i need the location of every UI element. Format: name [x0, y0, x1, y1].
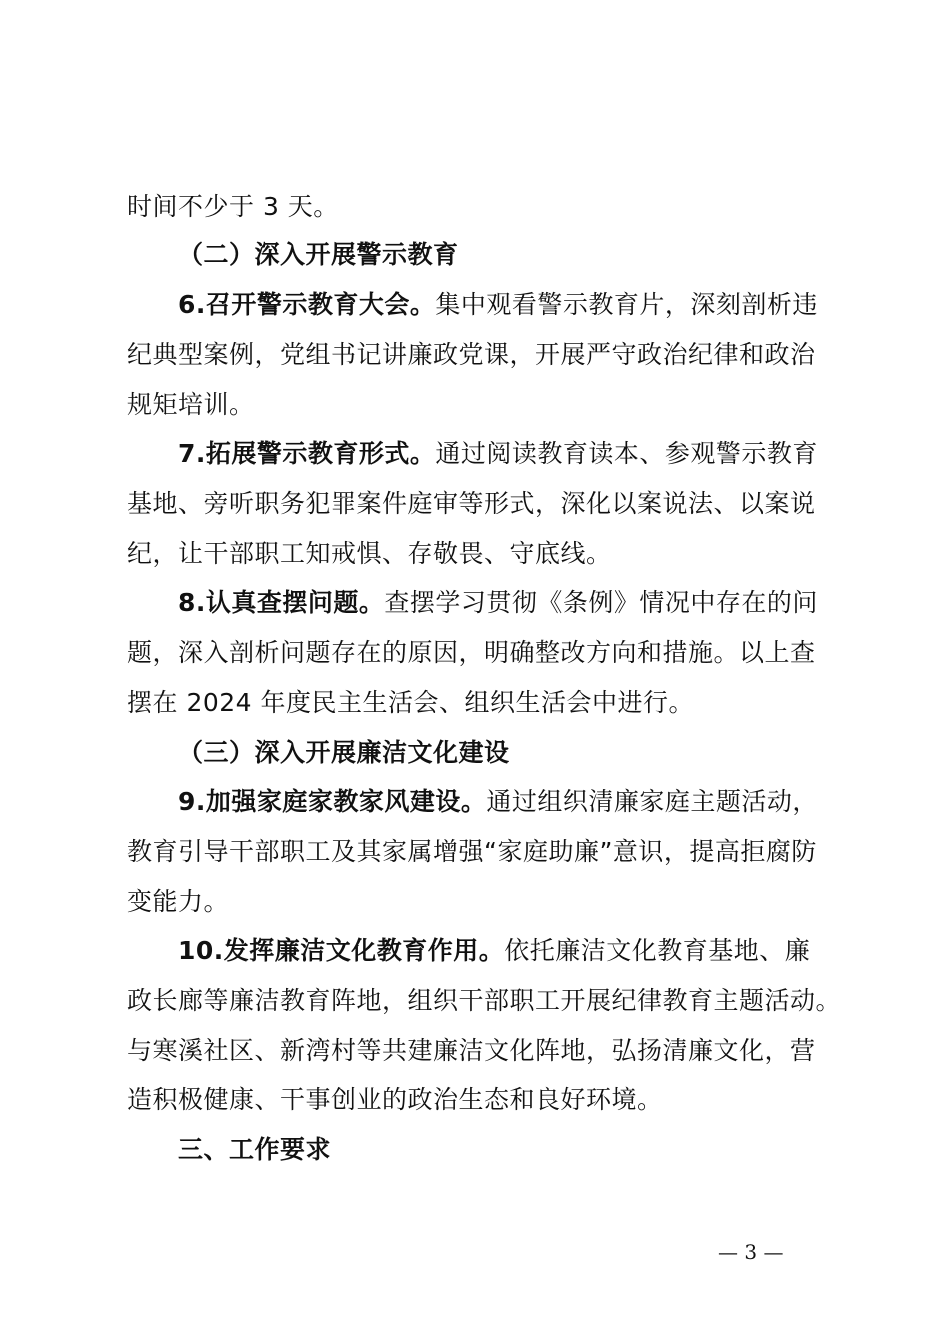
line-text: 纪，让干部职工知戒惧、存敬畏、守底线。: [127, 539, 612, 568]
numbered-item-line: [178, 934, 810, 968]
line-text: 通过组织清廉家庭主题活动，: [486, 787, 818, 816]
numbered-item-line: [178, 288, 818, 322]
line-text: 查摆学习贯彻《条例》情况中存在的问: [384, 588, 818, 617]
numbered-item-line: [178, 586, 818, 620]
section-heading: [178, 238, 459, 272]
heading-text: 三、工作要求: [178, 1135, 332, 1164]
line-text: 造积极健康、干事创业的政治生态和良好环境。: [127, 1085, 663, 1114]
body-text-line: [127, 636, 816, 670]
line-text: 规矩培训。: [127, 390, 255, 419]
section-heading: [178, 1133, 331, 1167]
section-heading: [178, 736, 510, 770]
body-text-line: [127, 885, 229, 919]
body-text-line: [127, 686, 694, 720]
heading-text: （三）深入开展廉洁文化建设: [178, 738, 510, 767]
line-text: 与寒溪社区、新湾村等共建廉洁文化阵地，弘扬清廉文化，营: [127, 1036, 816, 1065]
numbered-item-line: [178, 437, 818, 471]
body-text-line: [127, 984, 841, 1018]
item-title: 6.召开警示教育大会。: [178, 290, 436, 319]
numbered-item-line: [178, 785, 818, 819]
line-text: 集中观看警示教育片，深刻剖析违: [435, 290, 818, 319]
body-text-line: [127, 835, 817, 869]
item-title: 9.加强家庭家教家风建设。: [178, 787, 487, 816]
item-title: 7.拓展警示教育形式。: [178, 439, 436, 468]
page-number: — 3 —: [718, 1240, 784, 1264]
line-text: 依托廉洁文化教育基地、廉: [504, 936, 811, 965]
line-text: 题，深入剖析问题存在的原因，明确整改方向和措施。以上查: [127, 638, 816, 667]
line-text: 教育引导干部职工及其家属增强“家庭助廉”意识，提高拒腐防: [127, 837, 817, 866]
body-text-line: [127, 388, 255, 422]
body-text-line: [127, 1034, 816, 1068]
item-title: 8.认真查摆问题。: [178, 588, 385, 617]
line-text: 基地、旁听职务犯罪案件庭审等形式，深化以案说法、以案说: [127, 489, 816, 518]
body-text-line: [127, 338, 816, 372]
line-text: 摆在 2024 年度民主生活会、组织生活会中进行。: [127, 688, 695, 717]
body-text-line: [127, 1083, 663, 1117]
line-text: 通过阅读教育读本、参观警示教育: [435, 439, 818, 468]
body-text-line: [127, 487, 816, 521]
body-text-line: [127, 537, 612, 571]
heading-text: （二）深入开展警示教育: [178, 240, 459, 269]
line-text: 时间不少于 3 天。: [127, 192, 339, 221]
line-text: 变能力。: [127, 887, 230, 916]
body-text-line: [127, 190, 339, 224]
line-text: 政长廊等廉洁教育阵地，组织干部职工开展纪律教育主题活动。: [127, 986, 842, 1015]
item-title: 10.发挥廉洁文化教育作用。: [178, 936, 505, 965]
line-text: 纪典型案例，党组书记讲廉政党课，开展严守政治纪律和政治: [127, 340, 816, 369]
